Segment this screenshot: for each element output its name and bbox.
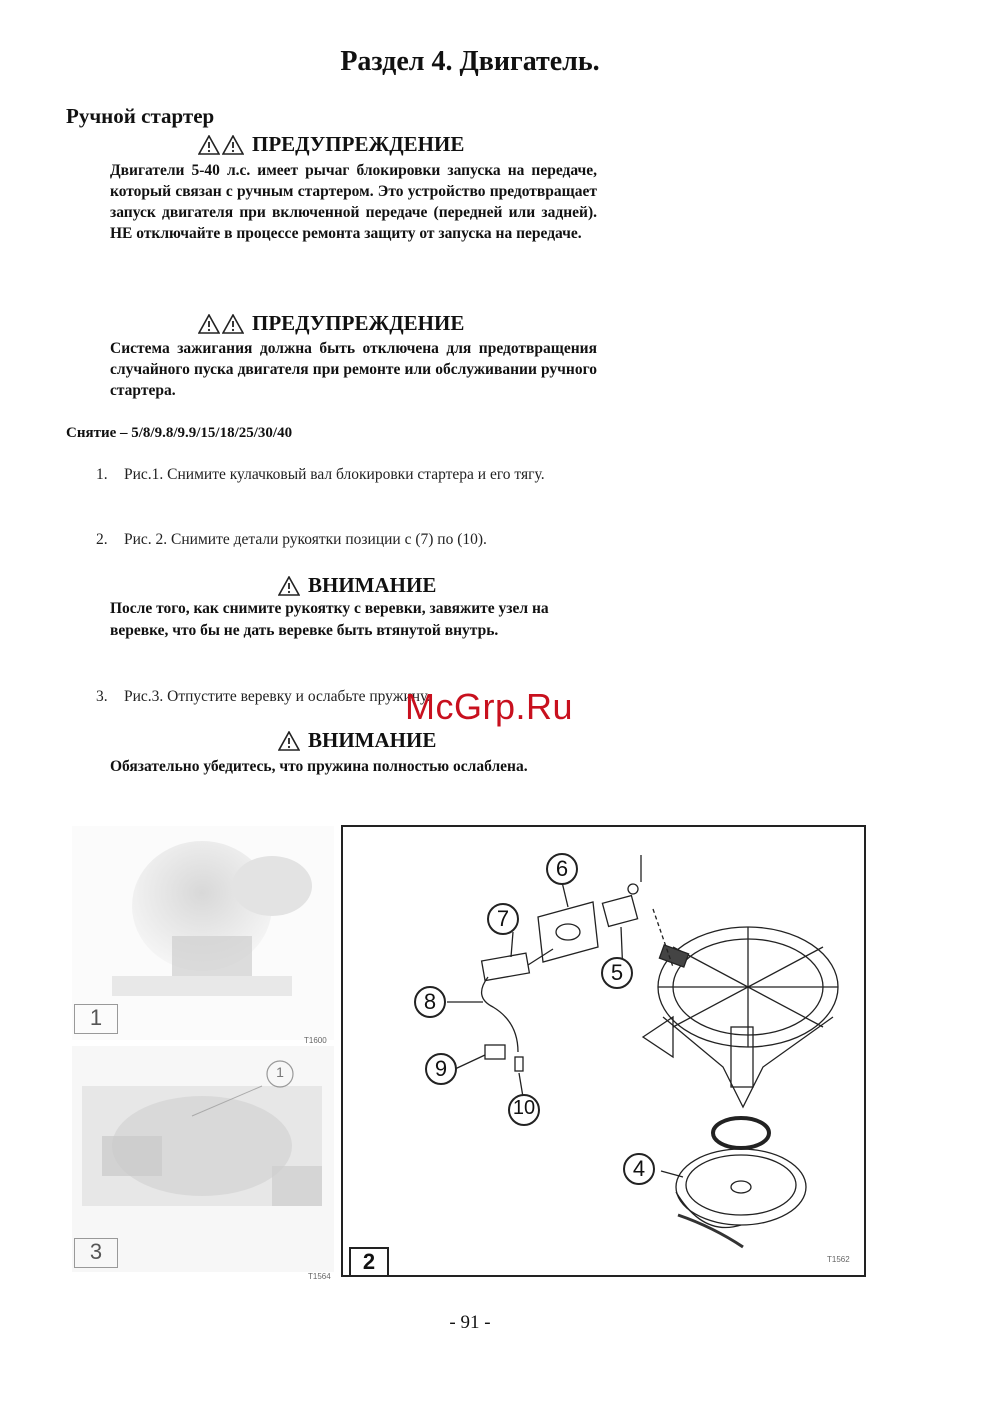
figure-3-label: 3 [74,1238,118,1268]
warning-triangle-icon [198,314,220,334]
figure-3 [72,1046,334,1281]
figure-3-code: T1564 [308,1272,331,1281]
callout-4: 4 [632,1156,646,1181]
warning-triangle-icon [278,731,300,751]
caution-title: ВНИМАНИЕ [308,573,437,597]
figure-3-callout: 1 [276,1064,284,1080]
warning-text-2: Система зажигания должна быть отключена для предотвращения случайного пуска двигателя при ремонте или обслуживании ручного стартера. [110,340,597,399]
step-number: 3. [96,688,108,705]
warning-icons [198,314,244,334]
step-text: Рис.3. Отпустите веревку и ослабьте пружину. [124,688,431,705]
step-2 [96,529,604,551]
removal-heading: Снятие – 5/8/9.8/9.9/15/18/25/30/40 [66,425,293,441]
figure-2-label: 2 [349,1247,389,1277]
callout-8: 8 [423,989,437,1014]
figure-1-label: 1 [74,1004,118,1034]
warning-text-1: Двигатели 5-40 л.с. имеет рычаг блокировки запуска на передаче, который связан с ручным стартером. Это устройство предотвращает запуск двигателя при включенной передаче (передней или задней). НЕ отключайте в процессе ремонта защиту от запуска на передаче. [110,162,597,242]
figure-1 [72,826,334,1045]
callout-6: 6 [555,856,569,881]
callout-10: 10 [512,1097,536,1119]
page-title: Раздел 4. Двигатель. [340,46,600,77]
warning-triangle-icon [222,135,244,155]
figure-2-code: T1562 [827,1255,850,1264]
caution-heading-1 [278,573,436,598]
caution-text-2: Обязательно убедитесь, что пружина полностью ослаблена. [110,758,528,775]
warning-triangle-icon [222,314,244,334]
step-number: 2. [96,531,108,548]
subsection-title: Ручной стартер [66,104,215,128]
warning-title: ПРЕДУПРЕЖДЕНИЕ [252,132,465,156]
step-text: Рис. 2. Снимите детали рукоятки позиции с (7) по (10). [124,531,487,548]
watermark: McGrp.Ru [405,686,574,727]
figure-1-code: T1600 [304,1036,327,1045]
step-number: 1. [96,466,108,483]
warning-triangle-icon [198,135,220,155]
caution-text-1: После того, как снимите рукоятку с веревки, завяжите узел на веревке, что бы не дать веревке быть втянутой внутрь. [110,600,549,639]
warning-heading-2 [198,311,464,336]
callout-5: 5 [610,960,624,985]
caution-heading-2 [278,728,436,753]
callout-9: 9 [434,1056,448,1081]
warning-heading-1 [198,132,464,157]
warning-icons [198,135,244,155]
caution-title: ВНИМАНИЕ [308,728,437,752]
step-text: Рис.1. Снимите кулачковый вал блокировки стартера и его тягу. [124,466,545,483]
warning-triangle-icon [278,576,300,596]
callout-7: 7 [496,906,510,931]
step-1 [96,464,604,486]
warning-title: ПРЕДУПРЕЖДЕНИЕ [252,311,465,335]
figure-2 [341,825,866,1277]
figure-2-drawing [343,827,864,1275]
page-number: - 91 - [449,1312,491,1333]
